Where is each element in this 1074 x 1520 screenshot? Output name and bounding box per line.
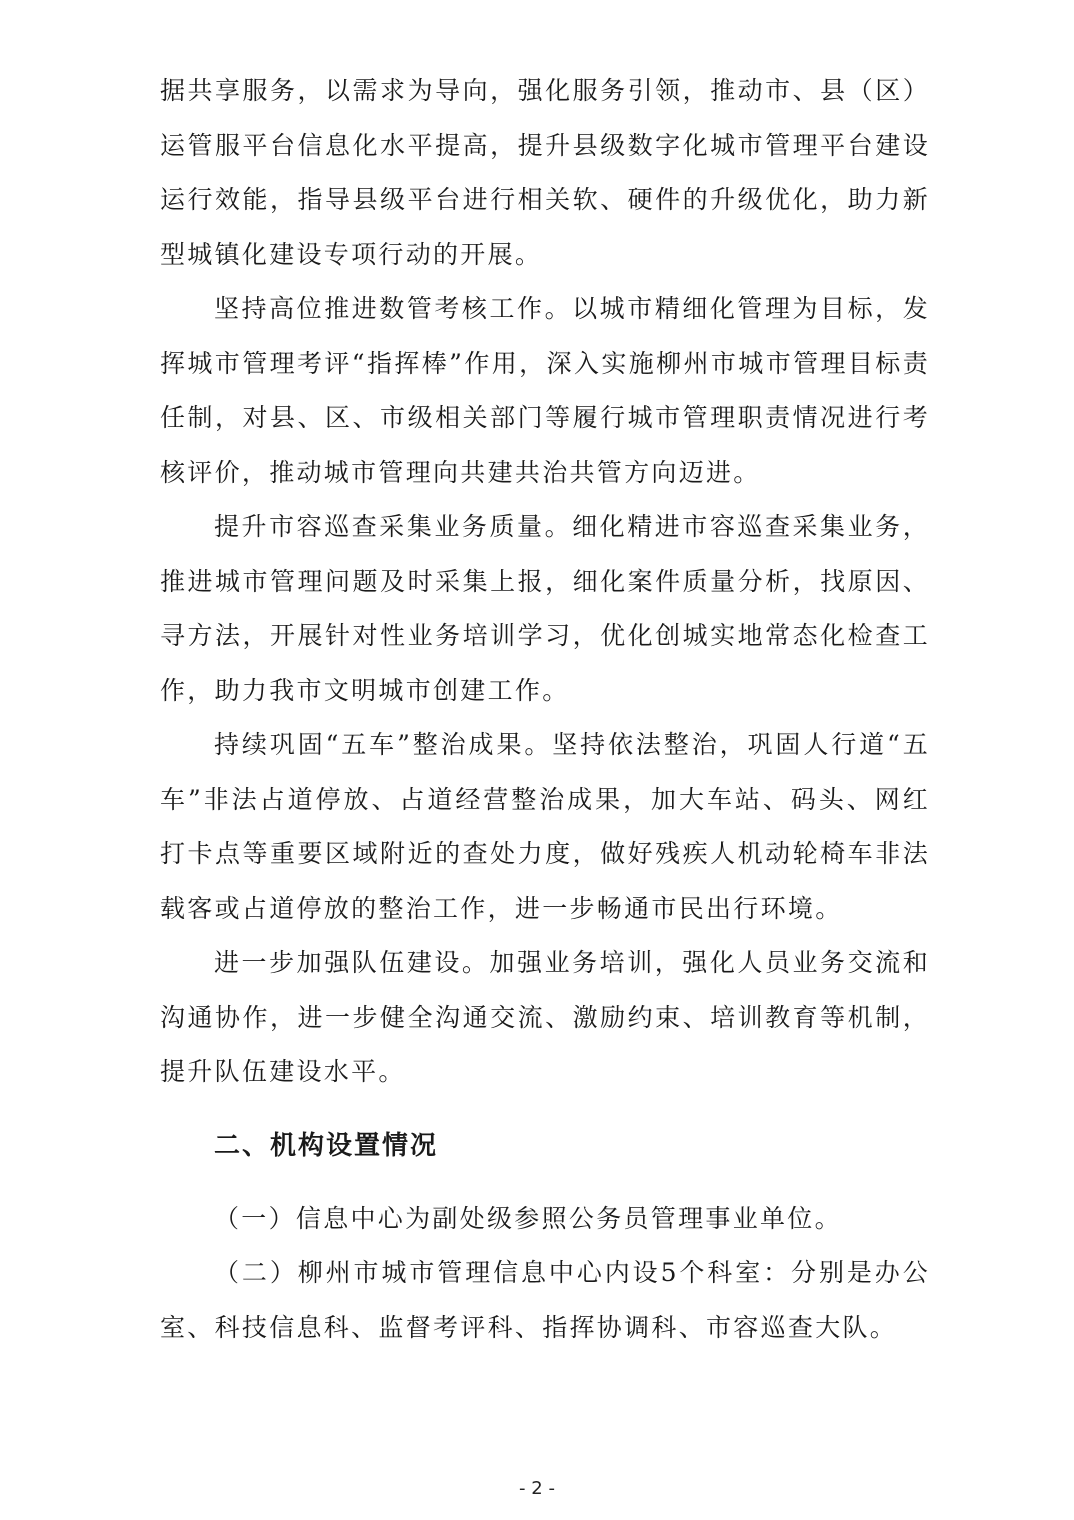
paragraph-assessment-work: 坚持高位推进数管考核工作。以城市精细化管理为目标，发挥城市管理考评“指挥棒”作用，深入实施柳州市城市管理目标责任制，对县、区、市级相关部门等履行城市管理职责情况进行考核评价，推动城市管理向共建共治共管方向迈进。: [160, 294, 930, 487]
paragraph-team-building: 进一步加强队伍建设。加强业务培训，强化人员业务交流和沟通协作，进一步健全沟通交流、激励约束、培训教育等机制，提升队伍建设水平。: [160, 948, 930, 1086]
paragraph-platform-continuation: 据共享服务，以需求为导向，强化服务引领，推动市、县（区）运管服平台信息化水平提高，提升县级数字化城市管理平台建设运行效能，指导县级平台进行相关软、硬件的升级优化，助力新型城镇化建设专项行动的开展。: [160, 76, 930, 269]
paragraph-inspection-quality: 提升市容巡查采集业务质量。细化精进市容巡查采集业务，推进城市管理问题及时采集上报，细化案件质量分析，找原因、寻方法，开展针对性业务培训学习，优化创城实地常态化检查工作，助力我市文明城市创建工作。: [160, 512, 930, 705]
org-item-1: （一）信息中心为副处级参照公务员管理事业单位。: [214, 1203, 842, 1233]
document-body: [160, 64, 930, 1355]
page-number: - 2 -: [519, 1478, 555, 1499]
paragraph-five-vehicles: 持续巩固“五车”整治成果。坚持依法整治，巩固人行道“五车”非法占道停放、占道经营整治成果，加大车站、码头、网红打卡点等重要区域附近的查处力度，做好残疾人机动轮椅车非法载客或占道停放的整治工作，进一步畅通市民出行环境。: [160, 730, 930, 923]
org-item-2: （二）柳州市城市管理信息中心内设5个科室：分别是办公室、科技信息科、监督考评科、指挥协调科、市容巡查大队。: [160, 1258, 930, 1342]
section-heading-organization: 二、机构设置情况: [214, 1130, 439, 1161]
